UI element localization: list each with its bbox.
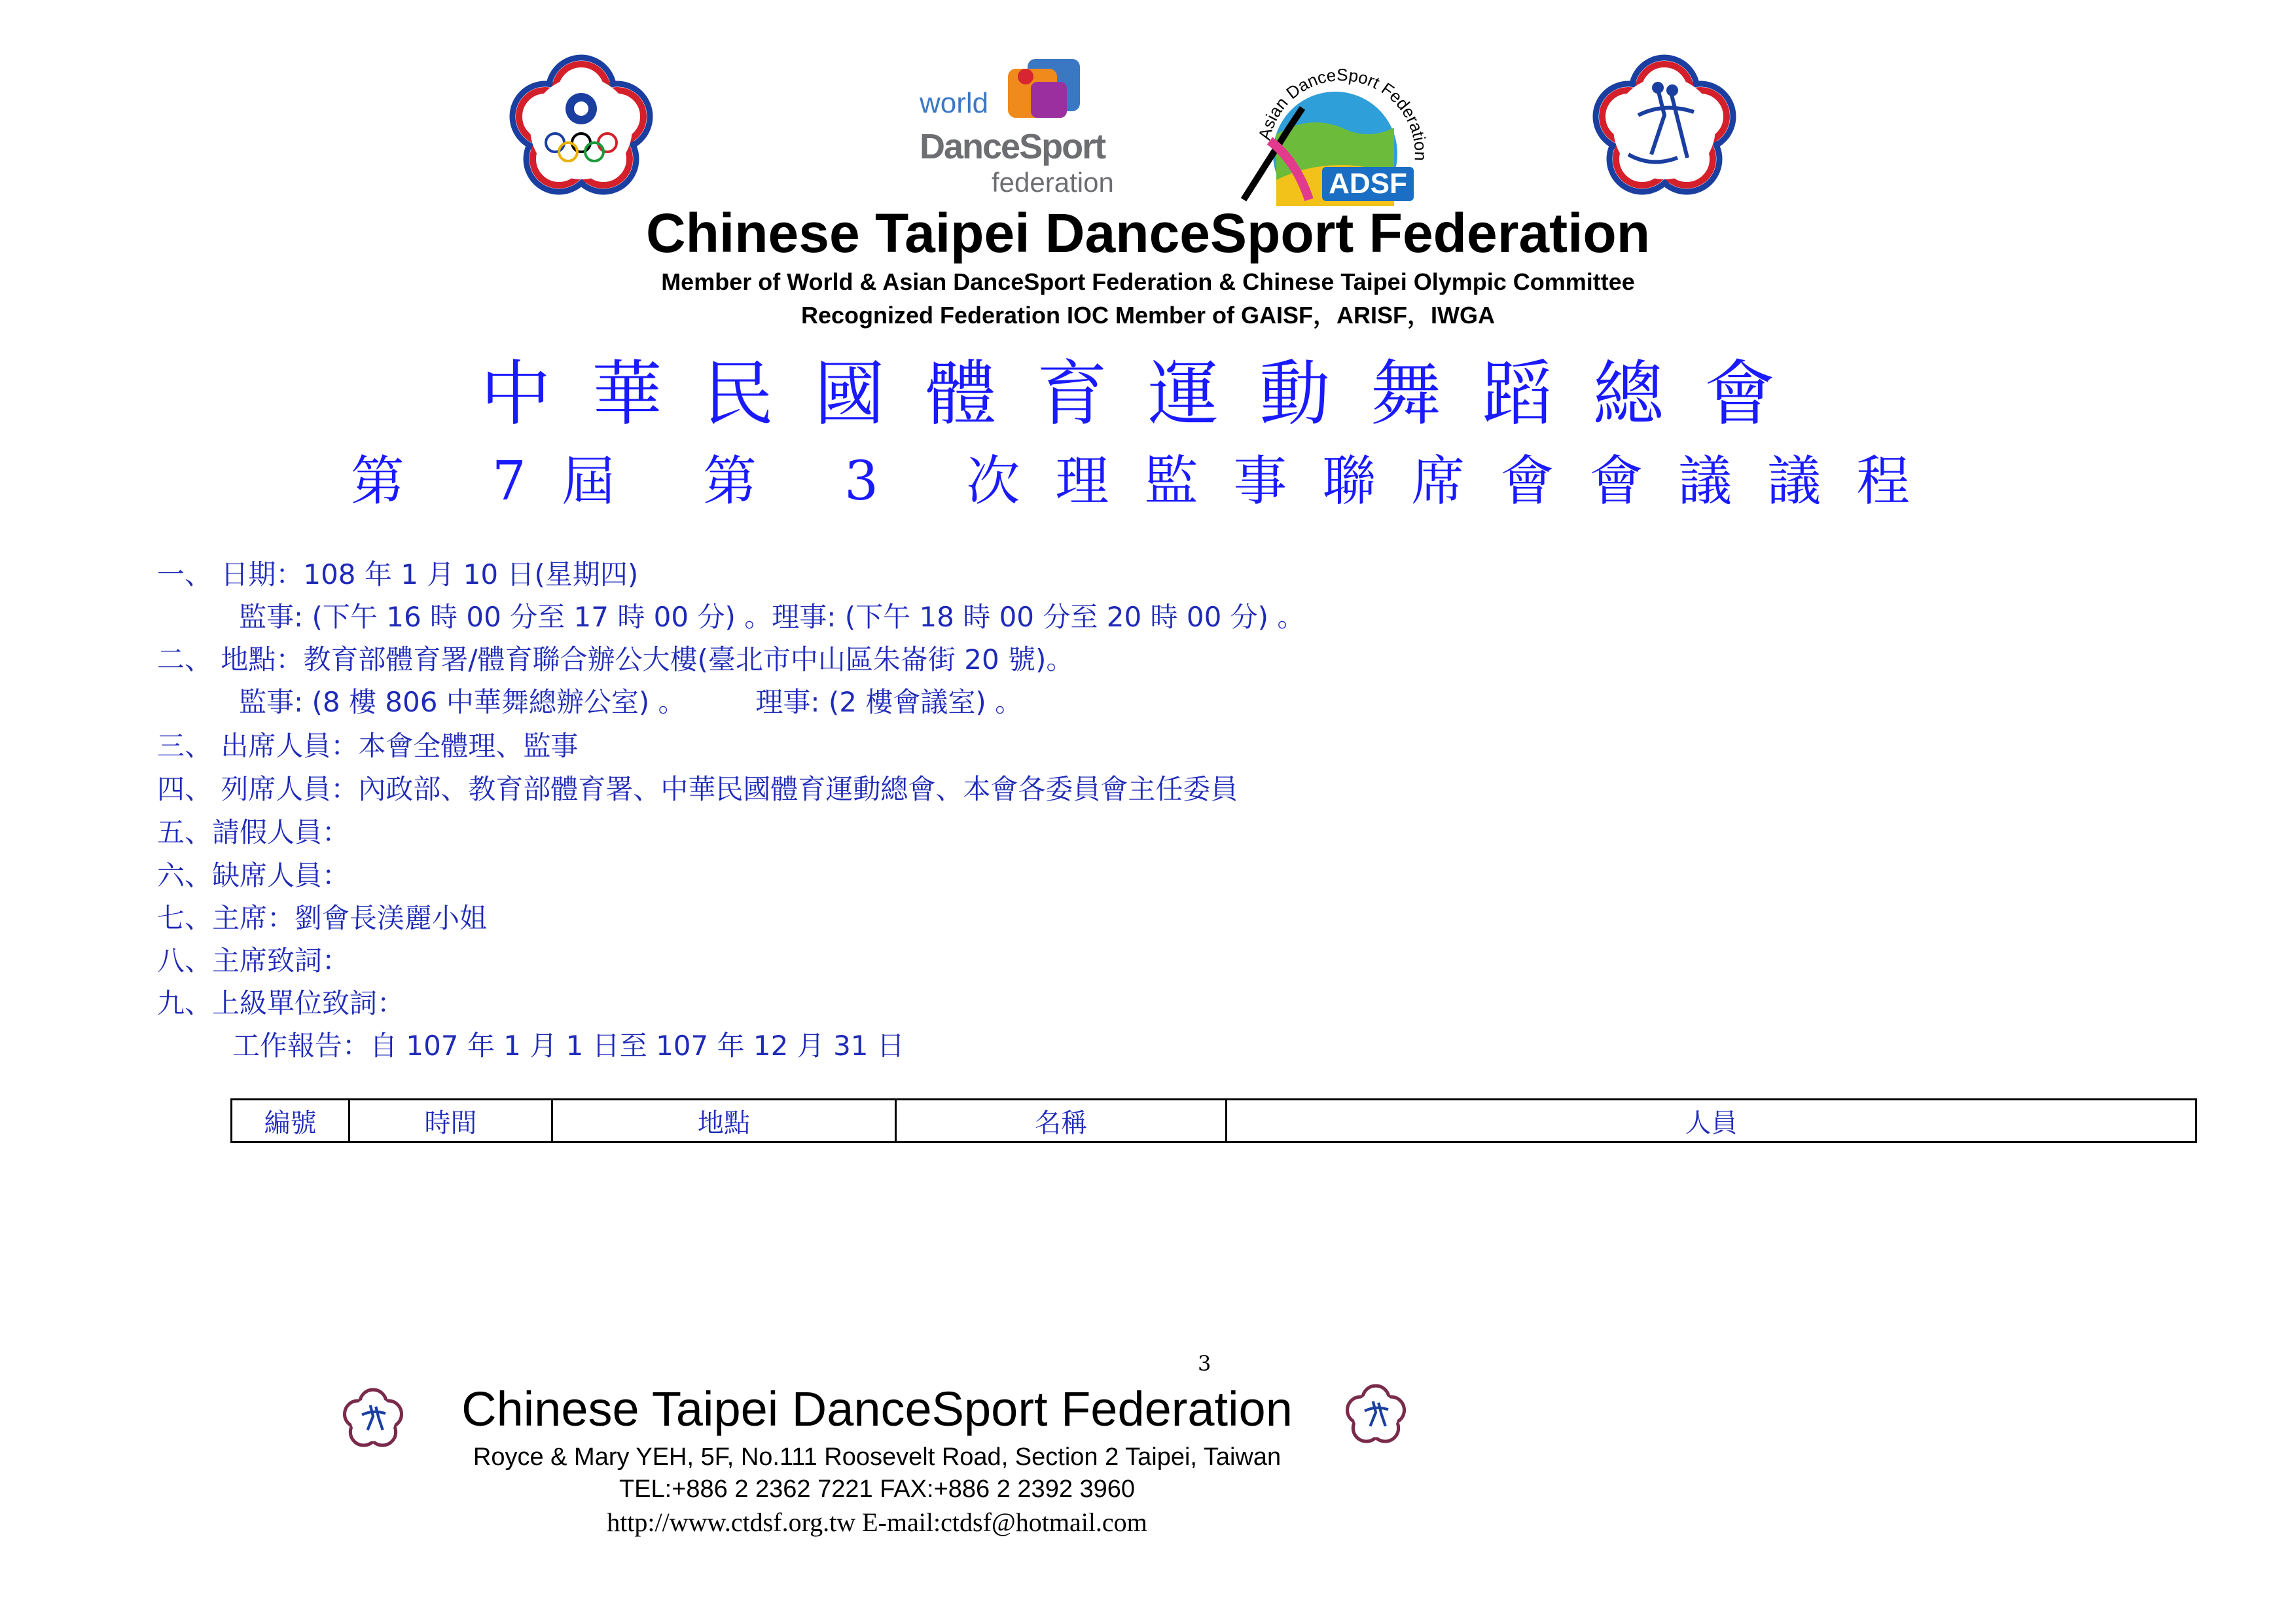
column-header-personnel: 人員 (1227, 1100, 2197, 1142)
footer-phone-fax: TEL:+886 2 2362 7221 FAX:+886 2 2392 3960 (619, 1475, 1136, 1503)
wdsf-emblem-icon (992, 56, 1090, 128)
column-header-time: 時間 (350, 1100, 552, 1142)
agenda-item-absent: 六、缺席人員： (157, 859, 350, 892)
ctdsf-flower-logo (1587, 51, 1742, 203)
agenda-item-on-leave: 五、請假人員： (157, 816, 350, 848)
agenda-item-chair: 七、主席：劉會長渼麗小姐 (157, 902, 488, 934)
agenda-item-work-report: 工作報告：自 107 年 1 月 1 日至 107 年 12 月 31 日 (232, 1030, 905, 1062)
column-header-name: 名稱 (896, 1100, 1227, 1142)
agenda-item-observers: 四、 列席人員：內政部、教育部體育署、中華民國體育運動總會、本會各委員會主任委員 (157, 773, 1238, 805)
table-header-row (232, 1100, 2197, 1142)
work-report-table (230, 1098, 2197, 1143)
wdsf-logo (920, 56, 1136, 206)
agenda-item-location: 二、 地點：教育部體育署/體育聯合辦公大樓(臺北市中山區朱崙街 20 號)。 (157, 643, 1074, 676)
column-header-location: 地點 (552, 1100, 896, 1142)
agenda-item-superior-address: 九、上級單位致詞： (157, 987, 405, 1019)
title-federation-cn: 中華民國體育運動舞蹈總會 (480, 353, 1816, 435)
agenda-item-date-times: 監事: (下午 16 時 00 分至 17 時 00 分) 。理事: (下午 18 時 00 分至 20 時 00 分) 。 (239, 601, 1305, 633)
olympic-committee-logo (504, 51, 658, 203)
agenda-item-location-rooms: 監事: (8 樓 806 中華舞總辦公室) 。 理事: (2 樓會議室) 。 (239, 686, 1023, 718)
footer-web-email: http://www.ctdsf.org.tw E-mail:ctdsf@hotmail.com (607, 1507, 1147, 1537)
adsf-arc-text: Asian DanceSport Federation (1254, 65, 1431, 162)
adsf-logo (1230, 62, 1440, 206)
page-number: 3 (1198, 1351, 1211, 1376)
header-recognized-line: Recognized Federation IOC Member of GAISF，ARISF，IWGA (800, 302, 1496, 329)
title-meeting-agenda: 第 7屆 第 3 次理監事聯席會會議議程 (350, 450, 1946, 513)
agenda-item-attendees: 三、 出席人員：本會全體理、監事 (157, 730, 579, 762)
adsf-globe-icon (1230, 62, 1440, 206)
column-header-number: 編號 (232, 1100, 350, 1142)
footer-org-name: Chinese Taipei DanceSport Federation (461, 1382, 1293, 1436)
header-member-line: Member of World & Asian DanceSport Federation & Chinese Taipei Olympic Committee (661, 268, 1635, 295)
agenda-item-chair-address: 八、主席致詞： (157, 945, 350, 977)
wdsf-text-dancesport: DanceSport (920, 127, 1105, 166)
agenda-item-date: 一、 日期：108 年 1 月 10 日(星期四) (157, 558, 639, 590)
adsf-badge-text: ADSF (1329, 168, 1407, 200)
header-org-name: Chinese Taipei DanceSport Federation (645, 202, 1651, 264)
footer-address: Royce & Mary YEH, 5F, No.111 Roosevelt Road, Section 2 Taipei, Taiwan (473, 1443, 1282, 1471)
wdsf-text-federation: federation (992, 167, 1114, 198)
wdsf-text-world: world (920, 87, 989, 119)
